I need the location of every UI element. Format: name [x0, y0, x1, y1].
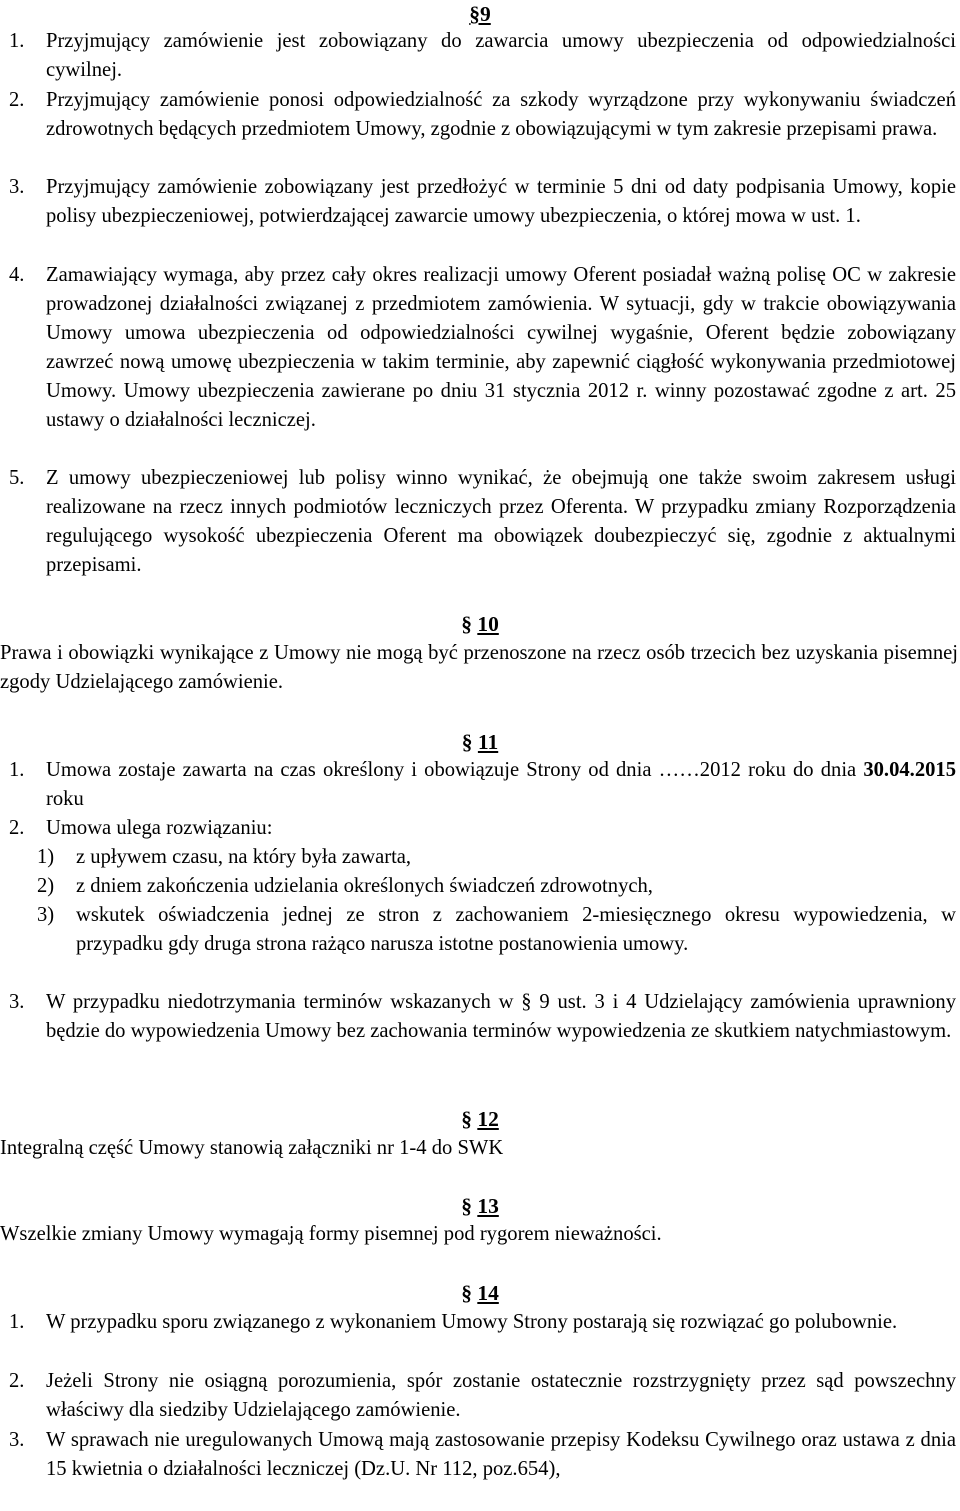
s9-item-4-num: 4.: [9, 264, 25, 286]
section-9-heading-text: §9: [469, 2, 491, 26]
section-12-heading-text: 12: [477, 1107, 499, 1131]
s9-item-3-text: Przyjmujący zamówienie zobowiązany jest przedłożyć w terminie 5 dni od daty podpisania Umowy, kopie polisy ubezpieczeniowej, potwierdzającej zawarcie umowy ubezpieczenia, o której mowa w ust. 1.: [46, 176, 956, 227]
section-12-sign: §: [461, 1107, 472, 1131]
s11-subitem-3: [37, 901, 956, 959]
s9-item-1-text: Przyjmujący zamówienie jest zobowiązany do zawarcia umowy ubezpieczenia od odpowiedzialności cywilnej.: [46, 30, 956, 81]
s9-item-2-text: Przyjmujący zamówienie ponosi odpowiedzialność za szkody wyrządzone przy wykonywaniu świadczeń zdrowotnych będących przedmiotem Umowy, zgodnie z obowiązującymi w tym zakresie przepisami prawa.: [46, 89, 956, 140]
s14-item-3: [9, 1426, 956, 1484]
s14-item-2-text: Jeżeli Strony nie osiągną porozumienia, spór zostanie ostatecznie rozstrzygnięty przez sąd powszechny właściwy dla siedziby Udzielającego zamówienie.: [46, 1370, 956, 1421]
s11-item-3: [9, 988, 956, 1046]
s9-item-5-num: 5.: [9, 467, 25, 489]
s9-item-3-num: 3.: [9, 176, 25, 198]
section-14-heading-text: 14: [477, 1281, 499, 1305]
s14-item-2: [9, 1367, 956, 1425]
section-13-heading: [0, 1194, 960, 1218]
s11-item-1-end-date: 30.04.2015: [863, 759, 956, 781]
s14-item-1-num: 1.: [9, 1311, 25, 1333]
s9-item-4: [9, 261, 956, 435]
s11-subitem-3-text: wskutek oświadczenia jednej ze stron z zachowaniem 2-miesięcznego okresu wypowiedzenia, w przypadku gdy druga strona rażąco narusza istotne postanowienia umowy.: [76, 904, 956, 955]
s11-subitem-1-text: z upływem czasu, na który była zawarta,: [76, 846, 412, 868]
s9-item-5: [9, 464, 956, 580]
section-11-heading-text: 11: [477, 730, 499, 754]
section-13-sign: §: [461, 1194, 472, 1218]
s11-item-1-num: 1.: [9, 759, 25, 781]
s9-item-1-num: 1.: [9, 30, 25, 52]
s11-item-3-num: 3.: [9, 991, 25, 1013]
s11-item-1-text-after: roku: [46, 788, 84, 810]
s14-item-3-text: W sprawach nie uregulowanych Umową mają zastosowanie przepisy Kodeksu Cywilnego oraz ustawa z dnia 15 kwietnia o działalności leczniczej (Dz.U. Nr 112, poz.654),: [46, 1429, 956, 1480]
s9-item-2: [9, 86, 956, 144]
s11-subitem-2: [37, 872, 956, 901]
s11-subitem-2-text: z dniem zakończenia udzielania określonych świadczeń zdrowotnych,: [76, 875, 653, 897]
s11-subitem-1: [37, 843, 956, 872]
s9-item-3: [9, 173, 956, 231]
s13-text: Wszelkie zmiany Umowy wymagają formy pisemnej pod rygorem nieważności.: [0, 1223, 662, 1245]
s11-item-2-num: 2.: [9, 817, 25, 839]
section-10-sign: §: [461, 612, 472, 636]
section-14-sign: §: [461, 1281, 472, 1305]
section-10-heading-text: 10: [477, 612, 499, 636]
section-11-sign: §: [461, 730, 473, 754]
s14-item-1-text: W przypadku sporu związanego z wykonaniem Umowy Strony postarają się rozwiązać go polubownie.: [46, 1311, 898, 1333]
s14-item-1: [9, 1308, 956, 1337]
section-13-heading-text: 13: [477, 1194, 499, 1218]
s11-item-1-text-before: Umowa zostaje zawarta na czas określony i obowiązuje Strony od dnia ……2012 roku do dnia: [46, 759, 864, 781]
s9-item-5-text: Z umowy ubezpieczeniowej lub polisy winno wynikać, że obejmują one także swoim zakresem usługi realizowane na rzecz innych podmiotów leczniczych przez Oferenta. W przypadku zmiany Rozporządzenia regulującego wysokość ubezpieczenia Oferent ma obowiązek doubezpieczyć się, zgodnie z aktualnymi przepisami.: [46, 467, 956, 576]
s9-item-4-text: Zamawiający wymaga, aby przez cały okres realizacji umowy Oferent posiadał ważną polisę OC w zakresie prowadzonej działalności związanej z przedmiotem zamówienia. W sytuacji, gdy w trakcie obowiązywania Umowy umowa ubezpieczenia od odpowiedzialności cywilnej wygaśnie, Oferent będzie zobowiązany zawrzeć nową umowę ubezpieczenia w takim terminie, aby zapewnić ciągłość wykonywania przedmiotowej Umowy. Umowy ubezpieczenia zawierane po dniu 31 stycznia 2012 r. winny pozostawać zgodne z art. 25 ustawy o działalności leczniczej.: [46, 264, 956, 431]
s11-subitem-1-num: 1): [37, 846, 55, 868]
s10-text: Prawa i obowiązki wynikające z Umowy nie mogą być przenoszone na rzecz osób trzecich bez uzyskania pisemnej zgody Udzielającego zamówienie.: [0, 642, 958, 693]
s11-item-2-text: Umowa ulega rozwiązaniu:: [46, 817, 273, 839]
s11-item-3-text: W przypadku niedotrzymania terminów wskazanych w § 9 ust. 3 i 4 Udzielający zamówienia uprawniony będzie do wypowiedzenia Umowy bez zachowania terminów wypowiedzenia ze skutkiem natychmiastowym.: [46, 991, 956, 1042]
s11-item-2: [9, 814, 956, 843]
section-12-heading: [0, 1107, 960, 1131]
s11-subitem-3-num: 3): [37, 904, 55, 926]
section-11-heading: [0, 730, 960, 754]
section-9-heading: [0, 2, 960, 26]
section-10-heading: [0, 612, 960, 636]
s11-item-1: [9, 756, 956, 814]
s14-item-3-num: 3.: [9, 1429, 25, 1451]
s12-text: Integralną część Umowy stanowią załączniki nr 1-4 do SWK: [0, 1137, 504, 1159]
s11-subitem-2-num: 2): [37, 875, 55, 897]
s9-item-2-num: 2.: [9, 89, 25, 111]
section-14-heading: [0, 1281, 960, 1305]
s14-item-2-num: 2.: [9, 1370, 25, 1392]
s9-item-1: [9, 27, 956, 85]
